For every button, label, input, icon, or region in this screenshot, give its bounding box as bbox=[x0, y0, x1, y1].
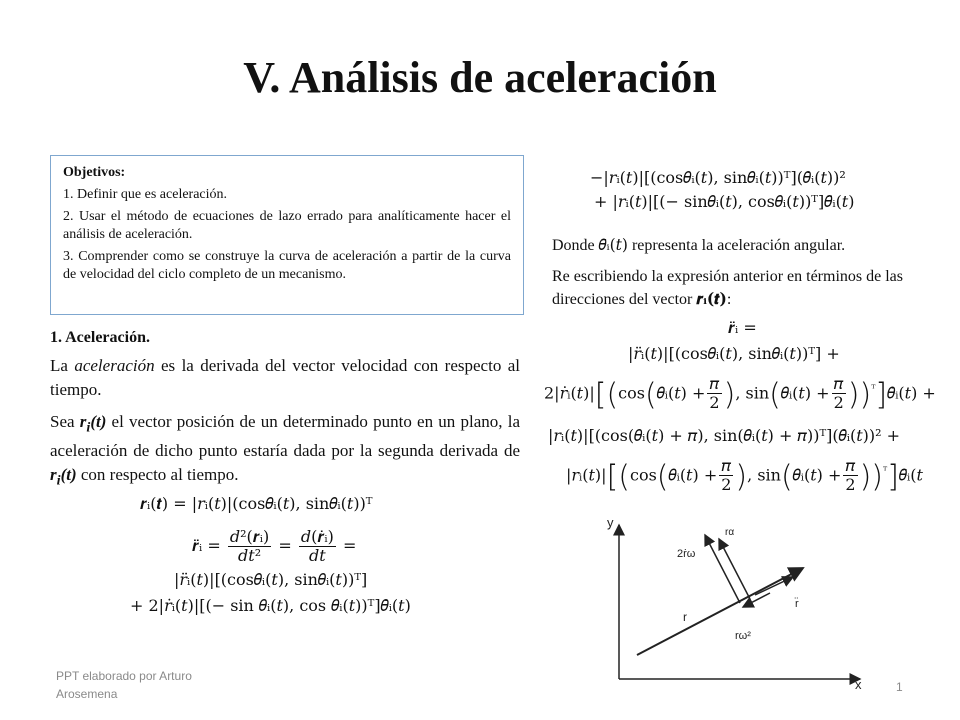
theta-ddot-symbol: 𝜃̈ᵢ(𝑡) bbox=[598, 236, 628, 254]
def-text-post: es la derivada del vector velocidad con respecto al tiempo. bbox=[50, 356, 520, 399]
equation-term-3: −|𝑟ᵢ(𝑡)|[(cos𝜃ᵢ(𝑡), sin𝜃ᵢ(𝑡))ᵀ](𝜃̇ᵢ(𝑡))² bbox=[590, 168, 846, 187]
vector-symbol: 𝒓ᵢ(𝒕) bbox=[696, 289, 727, 308]
label-2rw: 2ṙω bbox=[677, 548, 696, 560]
para-text: el vector posición de un determinado punto en un plano, la aceleración de dicho punto estaría dada por la segunda derivada de bbox=[50, 412, 520, 461]
equation-position: 𝒓ᵢ(𝒕) = |𝑟ᵢ(𝑡)|(cos𝜃ᵢ(𝑡), sin𝜃ᵢ(𝑡))ᵀ bbox=[140, 494, 373, 513]
para-text: con respecto al tiempo. bbox=[76, 465, 239, 485]
eq-lhs: 𝒓̈ᵢ = bbox=[192, 536, 221, 555]
vector-r-ddot bbox=[755, 577, 793, 595]
axis-x-label: x bbox=[855, 677, 862, 690]
para-text: Sea bbox=[50, 412, 80, 431]
def-term: aceleración bbox=[74, 356, 155, 375]
footer-author: PPT elaborado por Arturo Arosemena bbox=[56, 669, 192, 701]
objective-item: 1. Definir que es aceleración. bbox=[63, 187, 228, 202]
equation-right-term-4: |𝑟ᵢ(𝑡)|[(cos(𝜃ᵢ(𝑡) + $\frac{\text{𝜋}}{2}$ ), sin(𝜃ᵢ(𝑡) + $\frac{\text{𝜋}}{2}$ ))$^ᵀ$]𝜃̈ᵢ(𝑡 bbox=[566, 456, 923, 495]
fraction: $\frac{\text{𝑑²(𝒓ᵢ)}}{\text{𝑑𝑡²}}$ bbox=[229, 527, 270, 565]
acceleration-vector-diagram bbox=[585, 515, 885, 690]
rewrite-paragraph: Re escribiendo la expresión anterior en términos de las direcciones del vector 𝒓ᵢ(𝒕): bbox=[552, 268, 903, 308]
axis-y-label: y bbox=[607, 515, 614, 530]
fraction: $\frac{\text{𝑑(𝒓̇ᵢ)}}{\text{𝑑𝑡}}$ bbox=[300, 527, 334, 565]
vector-r-alpha bbox=[719, 539, 750, 599]
def-text-pre: La bbox=[50, 356, 75, 375]
vector-symbol: $r_i(t)$ bbox=[79, 412, 107, 436]
objectives-heading: Objetivos: bbox=[63, 165, 126, 180]
label-r-alpha: rα bbox=[725, 527, 735, 538]
label-rw2: rω² bbox=[735, 630, 751, 642]
objective-item: 2. Usar el método de ecuaciones de lazo errado para analíticamente hacer el análisis de aceleración. bbox=[63, 209, 511, 242]
equation-acceleration-def: 𝒓̈ᵢ = $\frac{\text{𝑑²(𝒓ᵢ)}}{\text{𝑑𝑡²}}$ = $\frac{\text{𝑑(𝒓̇ᵢ)}}{\text{𝑑𝑡}}$ = bbox=[192, 527, 357, 565]
objectives-box bbox=[50, 155, 524, 315]
label-r: r bbox=[683, 610, 687, 624]
equation-right-term-1: |𝑟̈ᵢ(𝑡)|[(cos𝜃ᵢ(𝑡), sin𝜃ᵢ(𝑡))ᵀ] + bbox=[628, 344, 840, 363]
vector-symbol: $r_i(t)$ bbox=[50, 465, 77, 489]
equation-term-4: + |𝑟ᵢ(𝑡)|[(− sin𝜃ᵢ(𝑡), cos𝜃ᵢ(𝑡))ᵀ]𝜃̈ᵢ(𝑡) bbox=[594, 192, 855, 211]
equation-term-2: + 2|𝑟̇ᵢ(𝑡)|[(− sin 𝜃ᵢ(𝑡), cos 𝜃ᵢ(𝑡))ᵀ]𝜃̇ᵢ(𝑡) bbox=[130, 596, 411, 615]
equation-r-ddot: 𝒓̈ᵢ = bbox=[728, 318, 757, 337]
slide-title: V. Análisis de aceleración bbox=[243, 53, 717, 102]
eq-equals: = bbox=[342, 536, 357, 555]
vector-r bbox=[637, 568, 803, 655]
angular-acceleration-note: Donde 𝜃̈ᵢ(𝑡) representa la aceleración angular. bbox=[552, 236, 846, 254]
section-heading: 1. Aceleración. bbox=[50, 329, 150, 346]
equation-right-term-3: |𝑟ᵢ(𝑡)|[(cos(𝜃ᵢ(𝑡) + 𝜋), sin(𝜃ᵢ(𝑡) + 𝜋))ᵀ](𝜃̇ᵢ(𝑡))² + bbox=[548, 426, 901, 445]
position-vector-paragraph bbox=[50, 410, 520, 493]
equation-term-1: |𝑟̈ᵢ(𝑡)|[(cos𝜃ᵢ(𝑡), sin𝜃ᵢ(𝑡))ᵀ] bbox=[174, 570, 368, 589]
definition-paragraph bbox=[50, 354, 520, 402]
objective-item: 3. Comprender como se construye la curva de aceleración a partir de la curva de velocidad del ciclo completo de un mecanismo. bbox=[63, 249, 511, 282]
label-r-ddot: r̈ bbox=[795, 598, 799, 610]
slide-number: 1 bbox=[896, 680, 903, 694]
equation-right-term-2: 2|𝑟̇ᵢ(𝑡)|[(cos(𝜃ᵢ(𝑡) + $\frac{\text{𝜋}}{2}$ ), sin(𝜃ᵢ(𝑡) + $\frac{\text{𝜋}}{2}$ ))$^ᵀ$]𝜃̇ᵢ(𝑡) + bbox=[544, 374, 936, 413]
